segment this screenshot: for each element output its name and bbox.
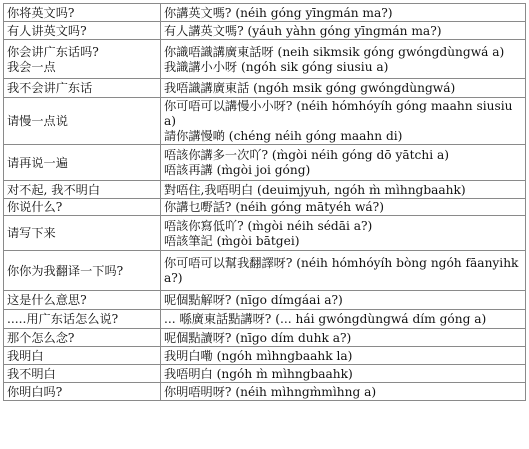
cantonese-text: 你講英文嗎? (néih góng yīngmán ma?) [164,5,393,20]
cantonese-text: 你可唔可以幫我翻譯呀? (néih hómhóyíh bòng ngóh fāanyihk a?) [164,256,519,285]
mandarin-text: 你会讲广东话吗? [7,44,99,59]
mandarin-text: 我会一点 [7,59,56,74]
mandarin-text: .....用广东话怎么说? [7,312,119,326]
cantonese-cell [160,144,526,181]
cantonese-text: 唔該你講多一次吖? (m̀gòi néih góng dō yātchi a) [164,148,450,162]
cantonese-cell [160,180,526,199]
mandarin-text: 你将英文吗? [7,5,75,20]
mandarin-text: 我不明白 [7,366,56,381]
cantonese-text: 你可唔可以講慢小小呀? (néih hómhóyíh góng maahn siusiu a) [164,99,513,128]
mandarin-cell [3,144,161,181]
mandarin-text: 我不会讲广东话 [7,81,93,95]
cantonese-cell [160,97,526,145]
cantonese-cell [160,290,526,310]
cantonese-text: 有人講英文嗎? (yáuh yàhn góng yīngmán ma?) [164,23,442,38]
cantonese-cell [160,382,526,401]
cantonese-cell [160,3,526,22]
mandarin-text: 请写下来 [7,226,56,240]
cantonese-text: 你識唔識講廣東話呀 (neih sikmsik góng gwóngdùngwá a) [164,44,505,59]
mandarin-text: 你说什么? [7,200,63,214]
cantonese-cell [160,364,526,383]
mandarin-text: 请慢一点说 [7,114,68,128]
cantonese-text: 你講乜嘢話? (néih góng mātyéh wá?) [164,200,384,214]
cantonese-text: 唔該你寫低吖? (m̀gòi néih sédāi a?) [164,218,373,233]
mandarin-cell [3,346,161,365]
cantonese-cell [160,328,526,347]
mandarin-cell [3,364,161,383]
mandarin-cell [3,3,161,22]
mandarin-text: 这是什么意思? [7,293,87,307]
cantonese-text: 你明唔明呀? (néih mìhngm̀mìhng a) [164,384,377,399]
mandarin-cell [3,39,161,79]
cantonese-text: ... 喺廣東話點講呀? (... hái gwóngdùngwá dím góng a) [164,312,487,326]
cantonese-text: 請你講慢啲 (chéng néih góng maahn di) [164,129,403,143]
mandarin-cell [3,21,161,40]
cantonese-text: 唔該再講 (m̀gòi joi góng) [164,163,311,177]
cantonese-text: 我明白嘞 (ngóh mìhngbaahk la) [164,348,353,363]
mandarin-cell [3,309,161,329]
cantonese-text: 我唔識講廣東話 (ngóh msik góng gwóngdùngwá) [164,81,456,95]
mandarin-text: 请再说一遍 [7,155,68,170]
cantonese-cell [160,215,526,251]
cantonese-cell [160,78,526,98]
phrase-table [3,3,525,400]
mandarin-cell [3,250,161,291]
mandarin-text: 那个怎么念? [7,330,75,345]
mandarin-cell [3,382,161,401]
mandarin-text: 有人讲英文吗? [7,23,87,38]
cantonese-cell [160,21,526,40]
cantonese-cell [160,309,526,329]
cantonese-text: 我唔明白 (ngóh m̀ mìhngbaahk) [164,366,353,381]
mandarin-cell [3,328,161,347]
cantonese-text: 我識講小小呀 (ngóh sik góng siusiu a) [164,59,389,74]
mandarin-cell [3,198,161,216]
cantonese-text: 呢個點解呀? (nīgo dímgáai a?) [164,293,343,307]
cantonese-cell [160,39,526,79]
cantonese-text: 唔該筆記 (m̀gòi bātgei) [164,233,300,248]
cantonese-cell [160,250,526,291]
mandarin-cell [3,215,161,251]
cantonese-cell [160,198,526,216]
mandarin-text: 你明白吗? [7,384,63,399]
mandarin-text: 你你为我翻译一下吗? [7,263,124,278]
mandarin-cell [3,78,161,98]
mandarin-cell [3,97,161,145]
mandarin-text: 我明白 [7,348,44,363]
mandarin-text: 对不起, 我不明白 [7,182,101,197]
mandarin-cell [3,180,161,199]
cantonese-text: 對唔住,我唔明白 (deuimjyuh, ngóh m̀ mìhngbaahk) [164,182,466,197]
cantonese-cell [160,346,526,365]
cantonese-text: 呢個點讀呀? (nīgo dím duhk a?) [164,330,352,345]
mandarin-cell [3,290,161,310]
